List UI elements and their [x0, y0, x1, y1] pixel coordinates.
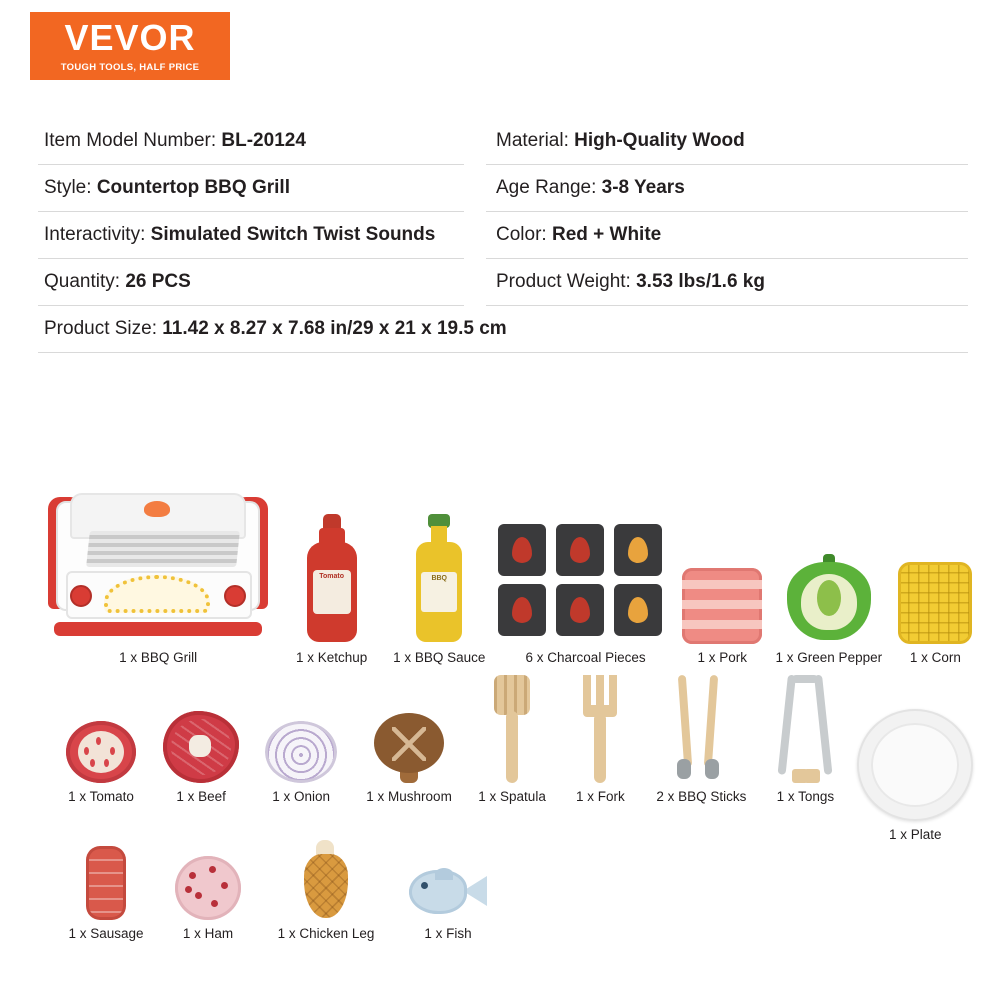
- spec-row: [38, 118, 968, 165]
- part-caption: 1 x Mushroom: [366, 789, 452, 804]
- spec-product-size: [38, 306, 968, 353]
- bbq-sticks-icon: [673, 683, 729, 783]
- corn-icon: [898, 469, 972, 644]
- part-bbq-grill: [38, 469, 278, 665]
- part-tongs: [760, 683, 850, 804]
- spec-material: [478, 118, 968, 165]
- part-fork: [558, 683, 642, 804]
- tongs-icon: [778, 683, 832, 783]
- part-pork: [678, 469, 767, 665]
- part-green-pepper: [767, 469, 891, 665]
- spatula-icon: [490, 683, 534, 783]
- spec-value: Simulated Switch Twist Sounds: [150, 224, 436, 245]
- parts-row-3: [20, 806, 980, 941]
- part-caption: 1 x Sausage: [68, 926, 144, 941]
- fish-icon: [409, 820, 487, 920]
- onion-slice-icon: [265, 683, 337, 783]
- tomato-slice-icon: [66, 683, 136, 783]
- part-caption: 1 x Ham: [182, 926, 234, 941]
- spec-color: [478, 212, 968, 259]
- pork-slice-icon: [682, 469, 762, 644]
- spec-value: 3-8 Years: [601, 177, 685, 198]
- part-caption: 1 x Fish: [424, 926, 472, 941]
- part-charcoal-pieces: [494, 469, 678, 665]
- part-fish: [394, 820, 502, 941]
- part-tomato: [50, 683, 152, 804]
- part-caption: 1 x BBQ Sauce: [393, 650, 486, 665]
- brand-tagline: TOUGH TOOLS, HALF PRICE: [60, 61, 200, 73]
- spec-label: Product Size:: [44, 318, 157, 339]
- mushroom-icon: [374, 683, 444, 783]
- spec-product-weight: [478, 259, 968, 306]
- part-ham: [158, 820, 258, 941]
- part-corn: [891, 469, 980, 665]
- spec-label: Interactivity:: [44, 224, 146, 245]
- part-caption: 1 x BBQ Grill: [119, 650, 198, 665]
- part-bbq-sticks: [643, 683, 761, 804]
- spec-label: Style:: [44, 177, 92, 198]
- bbq-grill-icon: [48, 469, 268, 644]
- spec-age-range: [478, 165, 968, 212]
- spec-value: 26 PCS: [125, 271, 191, 292]
- spec-row: [38, 165, 968, 212]
- part-caption: 1 x Fork: [575, 789, 625, 804]
- spec-table: [38, 118, 968, 353]
- spec-value: 3.53 lbs/1.6 kg: [636, 271, 765, 292]
- part-caption: 1 x Green Pepper: [775, 650, 883, 665]
- part-ketchup: [278, 469, 385, 665]
- part-plate: [851, 721, 981, 842]
- spec-label: Color:: [496, 224, 547, 245]
- spec-quantity: [38, 259, 478, 306]
- green-pepper-icon: [783, 469, 875, 644]
- part-caption: 1 x Onion: [272, 789, 331, 804]
- spec-label: Product Weight:: [496, 271, 631, 292]
- part-caption: 1 x Ketchup: [296, 650, 368, 665]
- part-caption: 1 x Tongs: [776, 789, 835, 804]
- ham-slice-icon: [175, 820, 241, 920]
- bbq-sauce-bottle-icon: BBQ: [408, 469, 470, 644]
- part-caption: 1 x Beef: [176, 789, 226, 804]
- spec-value: Countertop BBQ Grill: [96, 177, 290, 198]
- spec-style: [38, 165, 478, 212]
- part-caption: 6 x Charcoal Pieces: [525, 650, 646, 665]
- parts-list: [20, 455, 980, 941]
- part-caption: 1 x Spatula: [478, 789, 546, 804]
- part-onion: [250, 683, 352, 804]
- vevor-logo: [30, 12, 230, 80]
- parts-row-2: [20, 669, 980, 842]
- part-caption: 1 x Corn: [909, 650, 961, 665]
- plate-icon: [857, 721, 973, 821]
- beef-steak-icon: [163, 683, 239, 783]
- part-beef: [152, 683, 250, 804]
- part-mushroom: [352, 683, 466, 804]
- part-caption: 2 x BBQ Sticks: [656, 789, 747, 804]
- spec-value: Red + White: [551, 224, 662, 245]
- chicken-leg-icon: [300, 820, 352, 920]
- spec-value: High-Quality Wood: [574, 130, 745, 151]
- spec-row: [38, 306, 968, 353]
- part-sausage: [54, 820, 158, 941]
- spec-item-model-number: [38, 118, 478, 165]
- spec-row: [38, 212, 968, 259]
- spec-label: Material:: [496, 130, 569, 151]
- spec-row: [38, 259, 968, 306]
- spec-label: Item Model Number:: [44, 130, 217, 151]
- brand-name: VEVOR: [64, 16, 196, 58]
- sausage-icon: [86, 820, 126, 920]
- part-caption: 1 x Chicken Leg: [277, 926, 375, 941]
- fork-icon: [578, 683, 622, 783]
- spec-value: 11.42 x 8.27 x 7.68 in/29 x 21 x 19.5 cm: [162, 318, 507, 339]
- part-bbq-sauce: [385, 469, 494, 665]
- part-caption: 1 x Pork: [697, 650, 747, 665]
- part-caption: 1 x Tomato: [68, 789, 134, 804]
- spec-label: Age Range:: [496, 177, 597, 198]
- part-caption: 1 x Plate: [888, 827, 942, 842]
- spec-value: BL-20124: [221, 130, 306, 151]
- part-chicken-leg: [258, 820, 394, 941]
- spec-interactivity: [38, 212, 478, 259]
- parts-row-1: [20, 455, 980, 665]
- charcoal-pieces-icon: [498, 469, 674, 644]
- ketchup-bottle-icon: Tomato: [301, 469, 363, 644]
- part-spatula: [466, 683, 558, 804]
- spec-label: Quantity:: [44, 271, 121, 292]
